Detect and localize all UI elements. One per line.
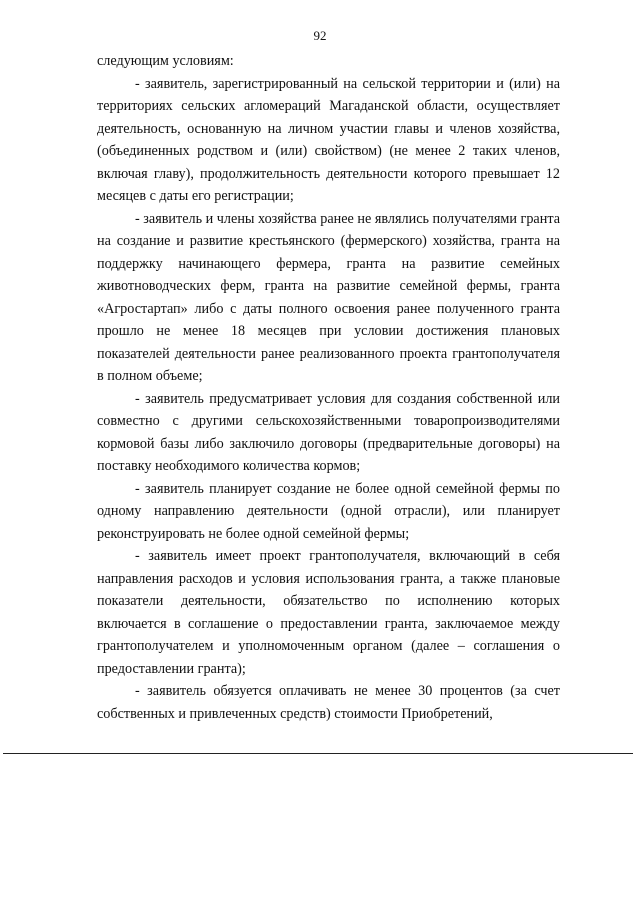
condition-paragraph: - заявитель планирует создание не более одной семейной фермы по одному направлению деятельности (одной отрасли), или планирует реконструировать не более одной семейной фермы; bbox=[97, 480, 560, 542]
condition-paragraph: - заявитель предусматривает условия для создания собственной или совместно с другими сельскохозяйственными товаропроизводителями кормовой базы либо заключило договоры (предварительные договоры) на поставку необходимого количества кормов; bbox=[97, 390, 560, 474]
intro-line: следующим условиям: bbox=[97, 53, 234, 69]
condition-paragraph: - заявитель, зарегистрированный на сельской территории и (или) на территориях сельских агломераций Магаданской области, осуществляет деятельность, основанную на личном участии главы и членов хозяйства, (объединенных родством и (или) свойством) (не менее 2 таких членов, включая главу), продолжительность деятельности которого превышает 12 месяцев с даты его регистрации; bbox=[97, 75, 560, 204]
footer-divider bbox=[3, 753, 633, 754]
condition-paragraph: - заявитель и члены хозяйства ранее не являлись получателями гранта на создание и развитие крестьянского (фермерского) хозяйства, гранта на поддержку начинающего фермера, гранта на развитие семейных животноводческих ферм, гранта на развитие семейной фермы, гранта «Агростартап» либо с даты полного освоения ранее полученного гранта прошло не менее 18 месяцев при условии достижения плановых показателей деятельности ранее реализованного проекта грантополучателя в полном объеме; bbox=[97, 210, 560, 384]
page-number: 92 bbox=[313, 28, 327, 43]
condition-paragraph: - заявитель обязуется оплачивать не менее 30 процентов (за счет собственных и привлеченных средств) стоимости Приобретений, bbox=[97, 683, 560, 722]
document-body bbox=[97, 50, 560, 725]
condition-paragraph: - заявитель имеет проект грантополучателя, включающий в себя направления расходов и условия использования гранта, а также плановые показатели деятельности, обязательство по исполнению которых включается в соглашение о предоставлении гранта, заключаемое между грантополучателем и уполномоченным органом (далее – соглашения о предоставлении гранта); bbox=[97, 548, 560, 677]
